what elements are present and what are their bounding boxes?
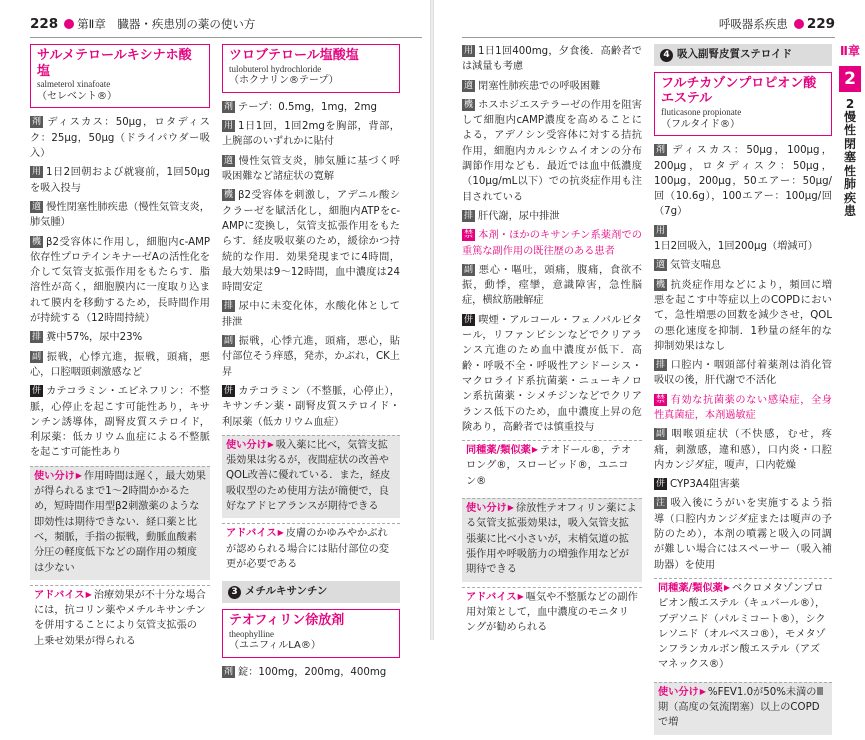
usage-section bbox=[462, 498, 642, 581]
right-header-rule bbox=[462, 37, 835, 38]
entry-tag: 禁 bbox=[656, 394, 666, 405]
entry-item bbox=[222, 665, 400, 680]
usage-text: 作用時間は遅く，最大効果が得られるまで1〜2時間かかるため，短時間作用型β2刺激薬のような即効性は期待できない．経口薬と比べ，頻脈，手指の振戦，動脈血酸素分圧の軽度低下などの副作用の頻度は少ない bbox=[34, 470, 206, 574]
entry-tag: 機 bbox=[464, 99, 474, 110]
drug-name: ツロブテロール塩酸塩 bbox=[229, 48, 359, 63]
entry-tag: 排 bbox=[656, 360, 666, 371]
contraindication-entry bbox=[654, 393, 832, 424]
entry-item bbox=[462, 313, 642, 435]
entry-text: ホスホジエステラーゼの作用を阻害して細胞内cAMP濃度を高めることによる，アデノシン受容体に対する拮抗作用，細胞内カルシウムイオンの分布調節作用なども．最近では血中低濃度（10μg/mL以下）での抗炎症作用も注目されている bbox=[462, 99, 642, 203]
entry-text: 1日2回吸入，1回200μg（増減可） bbox=[654, 241, 818, 253]
entry-text: 咽喉頭症状（不快感，むせ，疼痛，刺激感，違和感），口内炎・口腔内カンジダ症，嗄声，口内乾燥 bbox=[654, 429, 832, 471]
entry-item bbox=[30, 235, 210, 327]
drug-header-fluticasone bbox=[654, 72, 832, 136]
entry-tag: 用 bbox=[224, 121, 234, 132]
entry-tag: 副 bbox=[224, 336, 234, 347]
left-column-2 bbox=[222, 44, 400, 684]
triangle-icon: ▶ bbox=[517, 591, 524, 601]
entry-text: 抗炎症作用などにより，頻回に増悪を起こす中等症以上のCOPDにおいて，急性増悪の回数を減少させ，QOLの悪化速度を抑制．1秒量の経年的な抑制効果はなし bbox=[654, 279, 832, 352]
entry-item bbox=[654, 278, 832, 354]
entry-text: 気管支喘息 bbox=[670, 260, 721, 272]
entry-text: 慢性閉塞性肺疾患（慢性気管支炎，肺気腫） bbox=[30, 201, 210, 229]
drug-header-tulobuterol bbox=[222, 44, 400, 93]
entry-item bbox=[222, 100, 400, 115]
right-header-title: 呼吸器系疾患 bbox=[718, 17, 788, 31]
entry-item bbox=[654, 477, 832, 492]
entry-tag: 副 bbox=[656, 429, 666, 440]
entry-list bbox=[462, 263, 642, 435]
entry-text: 振戦，心悸亢進，頭痛，悪心，貼付部位そう痒感，発赤，かぶれ，CK上昇 bbox=[222, 336, 400, 378]
entry-text: 尿中に未変化体，水酸化体として排泄 bbox=[222, 301, 400, 328]
chapter-bullet-icon bbox=[64, 19, 74, 29]
entry-text: 1日1回400mg，夕食後．高齢者では減量も考慮 bbox=[462, 46, 642, 73]
section-title: 吸入副腎皮質ステロイド bbox=[677, 48, 792, 60]
same-class-label: 同種薬/類似薬 bbox=[466, 445, 531, 457]
entry-text: 吸入後にうがいを実施するよう指導（口腔内カンジダ症または嗄声の予防のため），本剤の噴霧と吸入の同調が難しい場合にはスペーサー（吸入補助器）を使用 bbox=[654, 498, 832, 571]
usage-text: %FEV1.0が50%未満のⅢ期（高度の気流閉塞）以上のCOPDで増 bbox=[658, 686, 824, 729]
triangle-icon: ▶ bbox=[85, 589, 92, 599]
tab-char: 肺 bbox=[843, 177, 856, 192]
triangle-icon: ▶ bbox=[531, 445, 539, 455]
entry-tag: 適 bbox=[224, 155, 234, 166]
entry-text: カテコラミン（不整脈，心停止），キサンチン薬・副腎皮質ステロイド・利尿薬（低カリウム血症） bbox=[222, 385, 400, 428]
section-header-inhaled-steroid bbox=[654, 44, 832, 66]
advice-label: アドバイス bbox=[226, 528, 277, 540]
same-class-label: 同種薬/類似薬 bbox=[658, 582, 723, 594]
contraindication-entry bbox=[462, 228, 642, 259]
entry-text: 1日1回，1回2mgを胸部，背部，上腕部のいずれかに貼付 bbox=[222, 121, 400, 148]
same-class-section bbox=[654, 578, 832, 677]
triangle-icon: ▶ bbox=[507, 503, 514, 513]
usage-label: 使い分け bbox=[466, 503, 507, 515]
usage-section bbox=[30, 466, 210, 580]
entry-tag: 用 bbox=[464, 46, 474, 56]
entry-tag: 併 bbox=[464, 314, 474, 325]
section-number-badge: 3 bbox=[228, 586, 241, 599]
entry-tag: 排 bbox=[224, 301, 234, 312]
entry-item bbox=[654, 496, 832, 572]
advice-text: 治療効果が不十分な場合には，抗コリン薬やメチルキサンチンを併用することにより気管支拡張の上乗せ効果が得られる bbox=[34, 589, 206, 647]
entry-tag: 機 bbox=[656, 279, 666, 290]
entry-item bbox=[462, 209, 642, 224]
left-column-1 bbox=[30, 44, 210, 658]
entry-tag: 機 bbox=[224, 190, 234, 201]
triangle-icon: ▶ bbox=[267, 439, 274, 449]
entry-tag: 禁 bbox=[464, 230, 474, 241]
drug-product-name: （ユニフィルLA®） bbox=[229, 640, 321, 652]
entry-tag: 剤 bbox=[656, 145, 666, 156]
entry-tag: 剤 bbox=[224, 101, 234, 112]
entry-text: 1日2回朝および就寝前，1回50μgを吸入投与 bbox=[30, 167, 210, 194]
entry-tag: 適 bbox=[32, 201, 42, 212]
triangle-icon: ▶ bbox=[75, 470, 82, 480]
drug-product-name: （ホクナリン®テープ） bbox=[229, 75, 339, 87]
drug-name: テオフィリン徐放剤 bbox=[229, 612, 345, 628]
entry-item bbox=[222, 299, 400, 330]
tab-char: 性 bbox=[843, 163, 856, 178]
entry-list bbox=[30, 115, 210, 460]
same-class-text: テオドール®，テオロング®，スロービッド®，ユニコン® bbox=[466, 445, 632, 487]
entry-item bbox=[462, 98, 642, 205]
entry-tag: 副 bbox=[464, 264, 474, 275]
entry-list bbox=[222, 100, 400, 430]
drug-english-name: tulobuterol hydrochloride bbox=[229, 63, 322, 74]
entry-item bbox=[462, 44, 642, 75]
left-running-header bbox=[30, 14, 255, 38]
drug-header-theophylline bbox=[222, 609, 400, 658]
chapter-tab bbox=[835, 44, 865, 219]
entry-text: 閉塞性肺疾患での呼吸困難 bbox=[478, 80, 601, 92]
usage-label: 使い分け bbox=[226, 439, 267, 451]
drug-product-name: （フルタイド®） bbox=[661, 118, 740, 130]
entry-item bbox=[654, 427, 832, 473]
same-class-text: ベクロメタゾンプロピオン酸エステル（キュバール®），ブデソニド（パルミコート®），シクレソニド（オルベスコ®），モメタゾンフランカルボン酸エステル（アズマネックス®） bbox=[658, 582, 826, 671]
entry-tag: 排 bbox=[32, 332, 42, 343]
entry-tag: 注 bbox=[656, 498, 666, 509]
entry-text: 喫煙・アルコール・フェノバルビタール，リファンピシンなどでクリアランス亢進のため血中濃度が低下．高齢・呼吸不全・呼吸性アシドーシス・マクロライド系抗菌薬・ニューキノロン系抗菌薬・シメチジンなどでクリアランス低下のため，血中濃度上昇の危険あり，高齢者では慎重投与 bbox=[462, 314, 642, 433]
left-header-rule bbox=[30, 37, 422, 38]
entry-tag: 剤 bbox=[32, 117, 42, 128]
section-tab-number: 2 bbox=[839, 66, 861, 92]
entry-list bbox=[654, 427, 832, 573]
entry-tag: 用 bbox=[656, 225, 666, 236]
entry-item bbox=[462, 263, 642, 309]
entry-item bbox=[222, 188, 400, 295]
section-tab-title bbox=[835, 111, 865, 219]
entry-item bbox=[30, 115, 210, 161]
entry-item bbox=[30, 330, 210, 345]
left-chapter-title: 第Ⅱ章 臓器・疾患別の薬の使い方 bbox=[77, 17, 256, 31]
left-page-number: 228 bbox=[30, 16, 59, 32]
entry-text: 振戦，心悸亢進，振戦，頭痛，悪心，口腔咽頭刺激感など bbox=[30, 351, 210, 378]
entry-text: カテコラミン・エピネフリン：不整脈，心停止を起こす可能性あり，キサンチン誘導体，副腎皮質ステロイド，利尿薬：低カリウム血症による不整脈を起こす可能性あり bbox=[30, 386, 210, 459]
right-column-2 bbox=[654, 44, 832, 740]
advice-section bbox=[222, 523, 400, 576]
entry-text: 本剤・ほかのキサンチン系薬剤での重篤な副作用の既往歴のある患者 bbox=[462, 230, 642, 257]
entry-item bbox=[30, 350, 210, 381]
same-class-section bbox=[462, 440, 642, 493]
triangle-icon: ▶ bbox=[277, 528, 284, 538]
entry-item bbox=[222, 154, 400, 185]
drug-name: サルメテロールキシナホ酸塩 bbox=[37, 48, 192, 79]
chapter-bullet-icon bbox=[794, 19, 804, 29]
usage-text: 吸入薬に比べ，気管支拡張効果は劣るが，夜間症状の改善やQOL改善に優れている．また，経皮吸収型のため使用方法が簡便で，良好なアドヒアランスが期待できる bbox=[226, 439, 391, 513]
entry-tag: 適 bbox=[464, 80, 474, 91]
entry-item bbox=[462, 79, 642, 94]
drug-name: フルチカゾンプロピオン酸エステル bbox=[661, 75, 817, 107]
advice-section bbox=[30, 585, 210, 653]
entry-list bbox=[654, 143, 832, 388]
drug-product-name: （セレベント®） bbox=[37, 90, 117, 102]
entry-item bbox=[222, 334, 400, 380]
usage-label: 使い分け bbox=[658, 686, 699, 698]
entry-tag: 副 bbox=[32, 351, 42, 362]
advice-text: 嘔気や不整脈などの副作用対策として，血中濃度のモニタリングが勧められる bbox=[466, 591, 638, 634]
entry-tag: 併 bbox=[224, 385, 234, 396]
entry-item bbox=[222, 384, 400, 430]
entry-text: 口腔内・咽頭部付着薬剤は消化管吸収の後，肝代謝で不活化 bbox=[654, 360, 832, 387]
section-tab-prefix: 2 bbox=[845, 96, 855, 111]
usage-label: 使い分け bbox=[34, 470, 75, 482]
entry-text: ディスカス：50μg，100μg，200μg，ロタディスク：50μg，100μg，200μg，50エアー：50μg/回（10.6g），100エアー：100μg/回（7g） bbox=[654, 145, 832, 218]
tab-char: 疾 bbox=[843, 190, 856, 205]
entry-text: CYP3A4阻害薬 bbox=[670, 479, 740, 491]
left-page bbox=[0, 0, 432, 678]
triangle-icon: ▶ bbox=[699, 686, 706, 696]
entry-text: 肝代謝，尿中排泄 bbox=[478, 210, 560, 222]
entry-text: 糞中57%，尿中23% bbox=[46, 332, 143, 344]
entry-text: β2受容体に作用し，細胞内c-AMP依存性プロテインキナーゼAの活性化を介して気管支拡張作用をもたらす．脂溶性が高く，細胞膜内に一度取り込まれて膜内を移動するため，長時間作用が持続する（12時間持続） bbox=[30, 236, 210, 325]
section-title: メチルキサンチン bbox=[245, 585, 328, 598]
entry-tag: 併 bbox=[656, 479, 666, 490]
triangle-icon: ▶ bbox=[723, 582, 731, 592]
entry-tag: 適 bbox=[656, 260, 666, 271]
tab-char: 慢 bbox=[843, 110, 856, 125]
entry-item bbox=[30, 384, 210, 460]
chapter-tab-label: Ⅱ章 bbox=[840, 44, 860, 58]
right-page-number: 229 bbox=[806, 16, 835, 32]
drug-english-name: theophylline bbox=[229, 628, 274, 639]
drug-english-name: salmeterol xinafoate bbox=[37, 79, 111, 90]
entry-text: 悪心・嘔吐，頭痛，腹痛，食欲不振，動悸，痙攣，意識障害，急性脳症，横紋筋融解症 bbox=[462, 264, 642, 307]
right-page bbox=[432, 0, 865, 729]
entry-tag: 排 bbox=[464, 210, 474, 221]
tab-char: 閉 bbox=[843, 136, 856, 151]
entry-tag: 併 bbox=[32, 386, 42, 397]
section-header-methylxanthine bbox=[222, 581, 400, 603]
entry-list bbox=[222, 665, 400, 680]
right-column-1 bbox=[462, 44, 642, 644]
tab-char: 患 bbox=[843, 204, 856, 219]
right-running-header bbox=[719, 14, 835, 38]
entry-item bbox=[654, 258, 832, 273]
entry-tag: 機 bbox=[32, 236, 42, 247]
entry-item bbox=[30, 165, 210, 196]
entry-text: 錠：100mg，200mg，400mg bbox=[238, 666, 387, 678]
advice-section bbox=[462, 587, 642, 640]
usage-section bbox=[654, 682, 832, 735]
usage-text: 徐放性テオフィリン薬による気管支拡張効果は，吸入気管支拡張薬に比べ小さいが，末梢気道の拡張作用や呼吸筋力の増強作用などが期待できる bbox=[466, 503, 637, 576]
drug-english-name: fluticasone propionate bbox=[661, 106, 742, 117]
entry-text: β2受容体を刺激し，アデニル酸シクラーゼを賦活化し，細胞内ATPをc-AMPに変換し，気管支拡張作用をもたらす．経皮吸収薬のため，緩徐かつ持続的な作用．効果発現までに4時間，最大効果は9〜12時間，血中濃度は24時間安定 bbox=[222, 190, 400, 294]
entry-text: 有効な抗菌薬のない感染症，全身性真菌症，本剤過敏症 bbox=[654, 394, 832, 421]
entry-item bbox=[30, 200, 210, 231]
usage-section bbox=[222, 435, 400, 518]
advice-text: 皮膚のかゆみやかぶれが認められる場合には貼付部位の変更が必要である bbox=[226, 528, 389, 570]
entry-text: ディスカス：50μg，ロタディスク：25μg，50μg（ドライパウダー吸入） bbox=[30, 117, 210, 160]
entry-tag: 用 bbox=[32, 167, 42, 178]
entry-item bbox=[654, 224, 832, 255]
entry-item bbox=[222, 119, 400, 150]
entry-list bbox=[462, 44, 642, 224]
drug-header-salmeterol bbox=[30, 44, 210, 108]
advice-label: アドバイス bbox=[34, 589, 85, 601]
section-number-badge: 4 bbox=[660, 49, 673, 62]
entry-text: 慢性気管支炎，肺気腫に基づく呼吸困難など諸症状の寛解 bbox=[222, 155, 400, 183]
entry-item bbox=[654, 358, 832, 389]
tab-char: 塞 bbox=[843, 150, 856, 165]
entry-item bbox=[654, 143, 832, 219]
tab-char: 性 bbox=[843, 123, 856, 138]
entry-tag: 剤 bbox=[224, 666, 234, 677]
entry-text: テープ：0.5mg，1mg，2mg bbox=[238, 101, 377, 113]
advice-label: アドバイス bbox=[466, 591, 517, 603]
